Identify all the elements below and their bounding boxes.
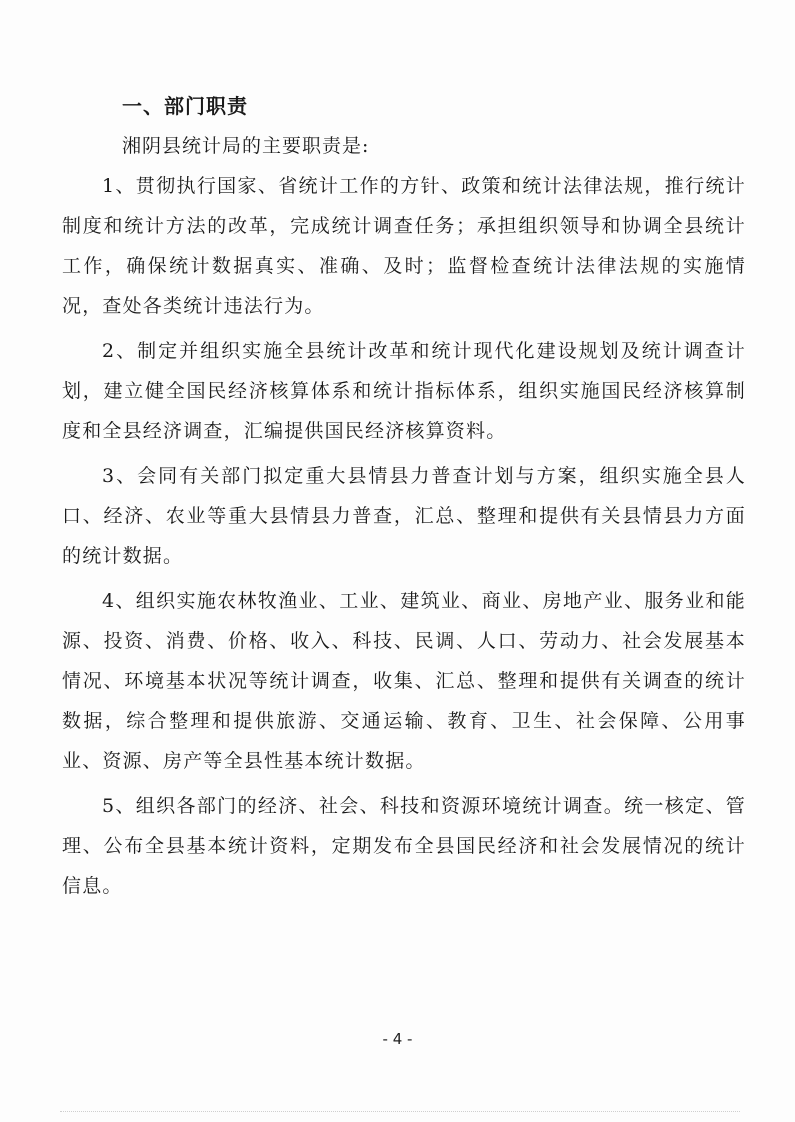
section-heading: 一、部门职责 xyxy=(122,94,248,118)
duty-paragraph-1: 1、贯彻执行国家、省统计工作的方针、政策和统计法律法规，推行统计制度和统计方法的改革，完成统计调查任务；承担组织领导和协调全县统计工作，确保统计数据真实、准确、及时；监督检查统计法律法规的实施情况，查处各类统计违法行为。 xyxy=(62,175,746,317)
scan-edge-artifact xyxy=(60,1110,740,1112)
document-body xyxy=(62,86,746,906)
duty-paragraph-5: 5、组织各部门的经济、社会、科技和资源环境统计调查。统一核定、管理、公布全县基本统计资料，定期发布全县国民经济和社会发展情况的统计信息。 xyxy=(62,795,746,897)
duty-paragraph-2: 2、制定并组织实施全县统计改革和统计现代化建设规划及统计调查计划，建立健全国民经济核算体系和统计指标体系，组织实施国民经济核算制度和全县经济调查，汇编提供国民经济核算资料。 xyxy=(62,340,746,442)
page-number: - 4 - xyxy=(382,1030,413,1048)
duty-paragraph-3: 3、会同有关部门拟定重大县情县力普查计划与方案，组织实施全县人口、经济、农业等重大县情县力普查，汇总、整理和提供有关县情县力方面的统计数据。 xyxy=(62,465,746,567)
intro-text: 湘阴县统计局的主要职责是: xyxy=(122,135,370,157)
duty-paragraph-4: 4、组织实施农林牧渔业、工业、建筑业、商业、房地产业、服务业和能源、投资、消费、价格、收入、科技、民调、人口、劳动力、社会发展基本情况、环境基本状况等统计调查，收集、汇总、整理和提供有关调查的统计数据，综合整理和提供旅游、交通运输、教育、卫生、社会保障、公用事业、资源、房产等全县性基本统计数据。 xyxy=(62,590,746,772)
